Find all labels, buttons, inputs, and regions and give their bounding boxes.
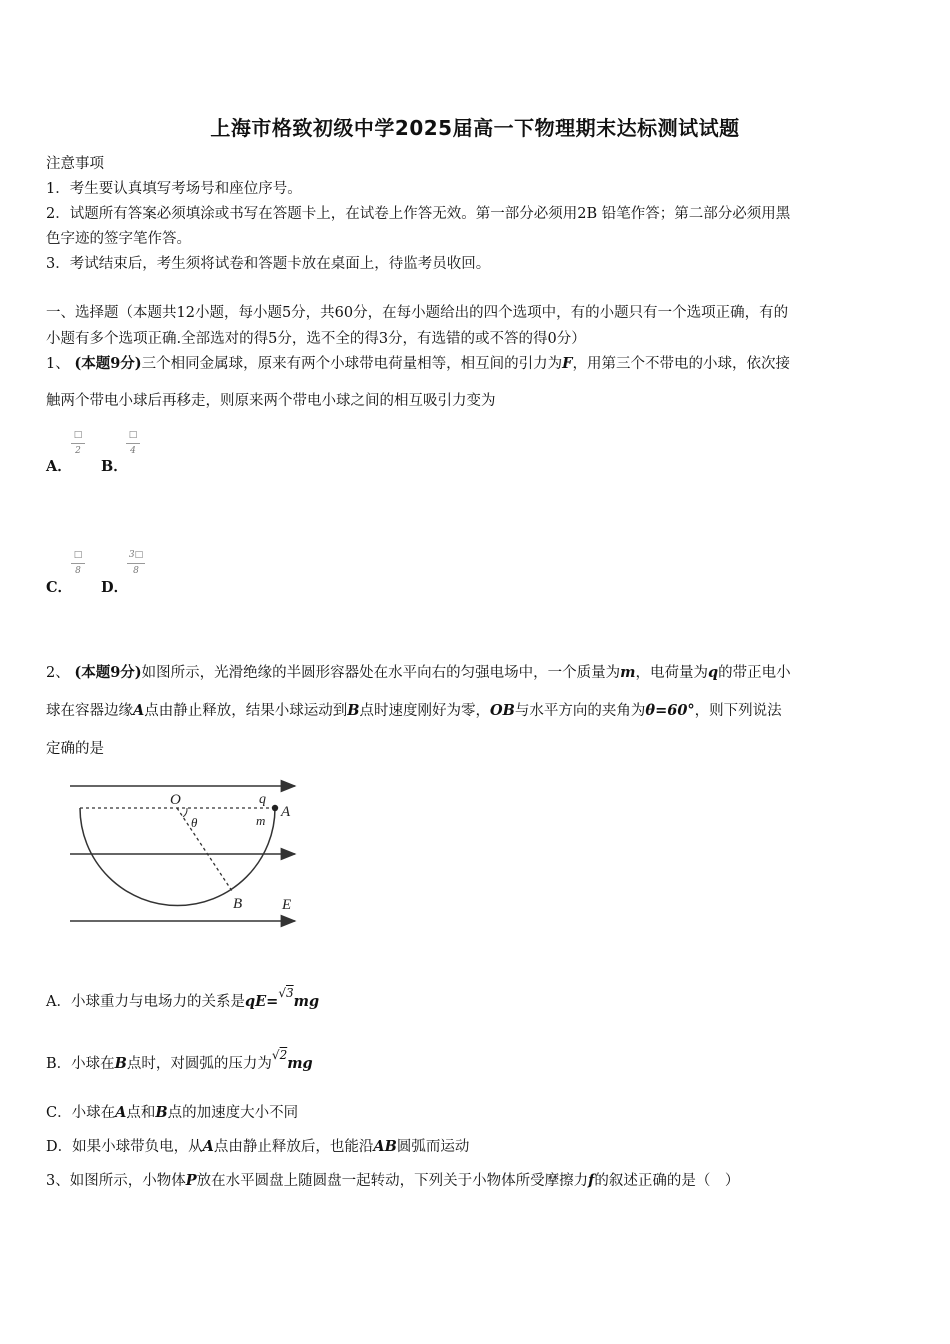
question-score: (本题9分) [74, 664, 142, 681]
section-instructions: 小题有多个选项正确.全部选对的得5分，选不全的得3分，有选错的或不答的得0分） [46, 331, 586, 347]
label-q: q [259, 792, 266, 807]
fraction-numerator: 3□ [128, 550, 144, 560]
question-2-line [46, 699, 782, 720]
symbol-AB: AB [373, 1138, 397, 1155]
question-text: 的叙述正确的是（ ） [594, 1173, 740, 1189]
fraction-denominator: 4 [130, 446, 136, 456]
sqrt-radicand: 3 [285, 986, 294, 1000]
fraction-denominator: 8 [75, 566, 81, 576]
question-text: ，电荷量为 [635, 665, 708, 681]
label-E: E [282, 897, 292, 913]
sqrt-radicand: 2 [279, 1048, 288, 1062]
question-text: 三个相同金属球，原来有两个小球带电荷量相等，相互间的引力为 [141, 356, 563, 372]
option-text: 点的加速度大小不同 [167, 1105, 299, 1121]
question-3-line [46, 1169, 739, 1190]
sqrt-expression: √3 [278, 986, 294, 1000]
question-text: 的带正电小 [718, 665, 791, 681]
option-label: A． [46, 458, 72, 475]
symbol-OB: OB [490, 702, 515, 719]
option-label: C． [46, 579, 73, 596]
symbol-B: B [155, 1104, 168, 1121]
question-number: 1、 [46, 356, 70, 372]
option-c-fraction [71, 550, 85, 577]
symbol-m: m [620, 664, 636, 681]
symbol-q: q [708, 664, 719, 681]
symbol-B: B [114, 1055, 127, 1072]
label-O: O [170, 792, 181, 808]
question-text: 球在容器边缘 [46, 703, 133, 719]
semicircle-arc [80, 808, 275, 906]
symbol-P: P [185, 1172, 197, 1189]
option-d [46, 1135, 469, 1156]
question-text: 放在水平圆盘上随圆盘一起转动，下列关于小物体所受摩擦力 [196, 1173, 589, 1189]
symbol-qE: qE= [244, 993, 279, 1010]
label-A: A [281, 804, 291, 820]
question-2-line: 定确的是 [46, 741, 104, 757]
symbol-mg: mg [293, 993, 320, 1010]
option-text: 点和 [126, 1105, 156, 1121]
symbol-F: F [562, 355, 573, 372]
symbol-theta: θ=60° [645, 702, 695, 719]
option-d-fraction [127, 550, 145, 577]
symbol-f: f [588, 1172, 595, 1189]
option-text: 点由静止释放后，也能沿 [213, 1139, 374, 1155]
fraction-numerator: □ [128, 430, 138, 440]
angle-arc [183, 808, 187, 817]
option-a-fraction [71, 430, 85, 457]
question-text: 如图所示，光滑绝缘的半圆形容器处在水平向右的匀强电场中，一个质量为 [141, 665, 621, 681]
option-b-fraction [126, 430, 140, 457]
option-b [46, 1048, 313, 1073]
symbol-B: B [347, 702, 360, 719]
option-text: B．小球在 [46, 1056, 115, 1072]
symbol-A: A [133, 702, 145, 719]
ball-at-A [272, 805, 278, 811]
notice-item: 3．考试结束后，考生须将试卷和答题卡放在桌面上，待监考员收回。 [46, 256, 491, 272]
page-title: 上海市格致初级中学2025届高一下物理期末达标测试试题 [210, 116, 740, 140]
question-text: 点由静止释放，结果小球运动到 [144, 703, 348, 719]
option-text: A．小球重力与电场力的关系是 [46, 994, 245, 1010]
option-label: D． [101, 579, 129, 596]
question-text: 3、如图所示，小物体 [46, 1173, 186, 1189]
fraction-denominator: 8 [133, 566, 139, 576]
sqrt-expression: √2 [271, 1048, 288, 1062]
option-label: B． [101, 458, 128, 475]
question-text: 与水平方向的夹角为 [514, 703, 646, 719]
label-theta: θ [191, 815, 198, 830]
question-1-line [46, 352, 790, 373]
semicircle-field-figure [60, 775, 310, 935]
option-c [46, 1101, 298, 1122]
label-m: m [256, 813, 266, 828]
question-1-line: 触两个带电小球后再移走，则原来两个带电小球之间的相互吸引力变为 [46, 393, 496, 409]
option-text: C．小球在 [46, 1105, 116, 1121]
question-text: ，则下列说法 [694, 703, 782, 719]
option-text: D．如果小球带负电，从 [46, 1139, 203, 1155]
fraction-numerator: □ [73, 550, 83, 560]
label-B: B [233, 896, 243, 912]
symbol-A: A [115, 1104, 127, 1121]
option-text: 点时，对圆弧的压力为 [126, 1056, 272, 1072]
question-number: 2、 [46, 665, 70, 681]
question-score: (本题9分) [74, 355, 142, 372]
notice-item: 2．试题所有答案必须填涂或书写在答题卡上，在试卷上作答无效。第一部分必须用2B 铅笔作答；第二部分必须用黑 [46, 206, 791, 222]
symbol-A: A [202, 1138, 214, 1155]
notice-heading: 注意事项 [46, 156, 104, 172]
radius-OB [177, 808, 232, 891]
fraction-numerator: □ [73, 430, 83, 440]
option-text: 圆弧而运动 [396, 1139, 470, 1155]
symbol-mg: mg [287, 1055, 313, 1072]
option-a [46, 986, 320, 1011]
notice-item: 色字迹的签字笔作答。 [46, 231, 191, 247]
question-2-line [46, 661, 791, 682]
section-instructions: 一、选择题（本题共12小题，每小题5分，共60分，在每小题给出的四个选项中，有的小题只有一个选项正确，有的 [46, 305, 789, 321]
question-text: 点时速度刚好为零， [359, 703, 491, 719]
fraction-denominator: 2 [75, 446, 81, 456]
notice-item: 1．考生要认真填写考场号和座位序号。 [46, 181, 302, 197]
question-text: ，用第三个不带电的小球，依次接 [572, 356, 790, 372]
